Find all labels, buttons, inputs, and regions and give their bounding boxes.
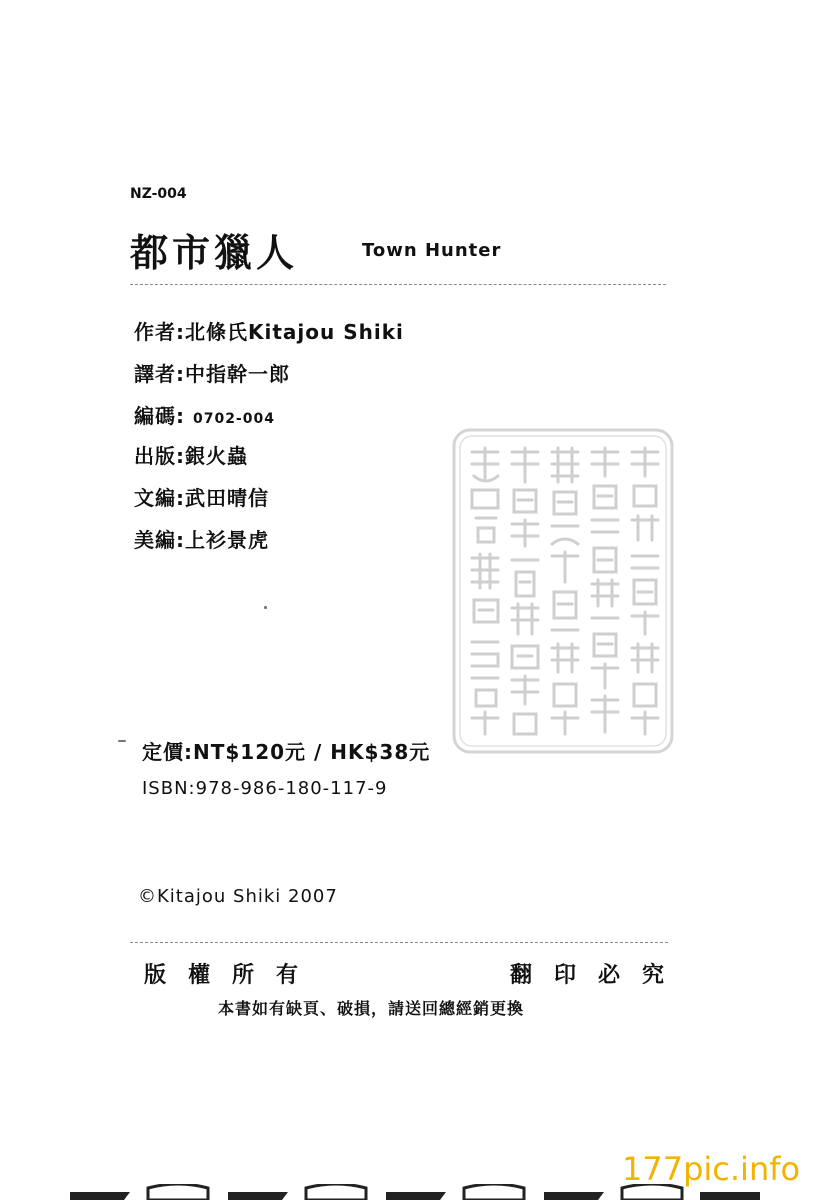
seal-stamp-icon	[452, 428, 674, 754]
divider-bottom	[130, 942, 668, 943]
book-title: 都市獵人	[130, 231, 299, 275]
credit-value: 銀火蟲	[185, 444, 248, 468]
credit-value: 武田晴信	[185, 486, 269, 510]
rights-char: 必	[597, 963, 620, 988]
print-speck	[118, 740, 126, 742]
copyright-line: ©Kitajou Shiki 2007	[138, 886, 338, 907]
rights-statement	[144, 958, 664, 989]
rights-char: 權	[188, 963, 211, 988]
print-speck	[264, 606, 267, 609]
damage-notice: 本書如有缺頁、破損，請送回總經銷更換	[218, 999, 525, 1018]
credit-value: 0702-004	[192, 411, 275, 427]
rights-char: 翻	[509, 963, 532, 988]
book-subtitle: Town Hunter	[362, 240, 502, 261]
book-code: NZ-004	[130, 186, 187, 202]
price-line: 定價:NT$120元 / HK$38元	[142, 740, 431, 764]
rights-char: 所	[232, 963, 255, 988]
isbn-line: ISBN:978-986-180-117-9	[142, 778, 388, 799]
piracy-warning	[510, 958, 664, 989]
credit-label: 作者	[134, 320, 176, 344]
credit-editor: 文編:武田晴信	[134, 486, 269, 510]
credit-label: 編碼	[134, 404, 176, 428]
rights-char: 版	[144, 963, 167, 988]
watermark-text: 177pic.info	[622, 1150, 801, 1188]
credit-translator: 譯者:中指幹一郎	[134, 362, 290, 386]
rights-char: 究	[641, 963, 664, 988]
credit-code: 編碼: 0702-004	[134, 404, 275, 428]
credit-author: 作者:北條氏Kitajou Shiki	[134, 320, 404, 344]
credit-value: 中指幹一郎	[185, 362, 290, 386]
rights-char: 有	[276, 963, 299, 988]
rights-char: 印	[553, 963, 576, 988]
credit-value: 上衫景虎	[185, 528, 269, 552]
divider-top	[130, 284, 666, 285]
rights-reserved	[144, 958, 298, 989]
credit-label: 譯者	[134, 362, 176, 386]
credit-value: 北條氏Kitajou Shiki	[185, 320, 404, 344]
credit-art-editor: 美編:上衫景虎	[134, 528, 269, 552]
credit-publisher: 出版:銀火蟲	[134, 444, 248, 468]
credit-label: 出版	[134, 444, 176, 468]
credit-label: 文編	[134, 486, 176, 510]
credit-label: 美編	[134, 528, 176, 552]
